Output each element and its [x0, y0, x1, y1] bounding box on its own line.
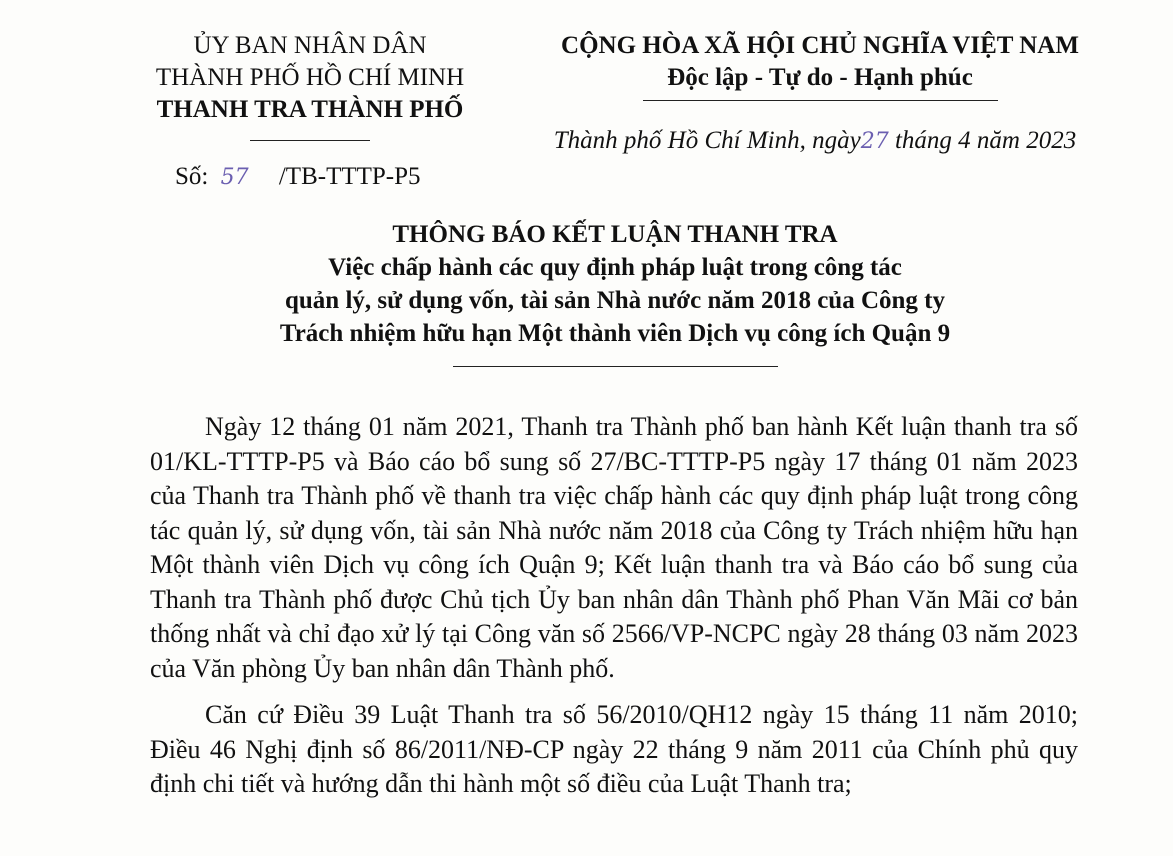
number-suffix: /TB-TTTP-P5: [278, 163, 421, 190]
number-handwritten: 57: [220, 165, 249, 190]
motto-underline: [643, 100, 998, 101]
date-prefix: Thành phố Hồ Chí Minh, ngày: [553, 127, 861, 154]
agency-line-1: ỦY BAN NHÂN DÂN: [193, 32, 427, 59]
document-number: [175, 163, 421, 191]
agency-line-2: THÀNH PHỐ HỒ CHÍ MINH: [155, 64, 465, 91]
subtitle-line-2: quản lý, sử dụng vốn, tài sản Nhà nước năm 2018 của Công ty: [285, 287, 945, 314]
document-body: [150, 410, 1078, 814]
date-suffix: tháng 4 năm 2023: [894, 127, 1077, 154]
document-title-block: [150, 218, 1080, 367]
national-motto: Độc lập - Tự do - Hạnh phúc: [667, 64, 973, 91]
issuing-agency-block: [130, 30, 490, 141]
national-header-block: [520, 30, 1120, 101]
title-divider: [453, 366, 778, 367]
national-title: CỘNG HÒA XÃ HỘI CHỦ NGHĨA VIỆT NAM: [561, 32, 1079, 59]
body-paragraph: Căn cứ Điều 39 Luật Thanh tra số 56/2010/QH12 ngày 15 tháng 11 năm 2010; Điều 46 Nghị định số 86/2011/NĐ-CP ngày 22 tháng 9 năm 2011 của Chính phủ quy định chi tiết và hướng dẫn thi hành một số điều của Luật Thanh tra;: [150, 700, 1078, 798]
subtitle-line-3: Trách nhiệm hữu hạn Một thành viên Dịch vụ công ích Quận 9: [279, 320, 951, 347]
date-day-handwritten: 27: [860, 129, 889, 154]
subtitle-line-1: Việc chấp hành các quy định pháp luật trong công tác: [328, 254, 902, 281]
number-label: Số:: [175, 163, 209, 190]
agency-divider: [250, 140, 370, 141]
document-title: THÔNG BÁO KẾT LUẬN THANH TRA: [392, 221, 838, 248]
document-date: [520, 127, 1110, 155]
agency-line-3: THANH TRA THÀNH PHỐ: [156, 96, 464, 123]
body-paragraph: Ngày 12 tháng 01 năm 2021, Thanh tra Thành phố ban hành Kết luận thanh tra số 01/KL-TTTP-P5 và Báo cáo bổ sung số 27/BC-TTTP-P5 ngày 17 tháng 01 năm 2023 của Thanh tra Thành phố về thanh tra việc chấp hành các quy định pháp luật trong công tác quản lý, sử dụng vốn, tài sản Nhà nước năm 2018 của Công ty Trách nhiệm hữu hạn Một thành viên Dịch vụ công ích Quận 9; Kết luận thanh tra và Báo cáo bổ sung của Thanh tra Thành phố được Chủ tịch Ủy ban nhân dân Thành phố Phan Văn Mãi cơ bản thống nhất và chỉ đạo xử lý tại Công văn số 2566/VP-NCPC ngày 28 tháng 03 năm 2023 của Văn phòng Ủy ban nhân dân Thành phố.: [150, 412, 1078, 683]
